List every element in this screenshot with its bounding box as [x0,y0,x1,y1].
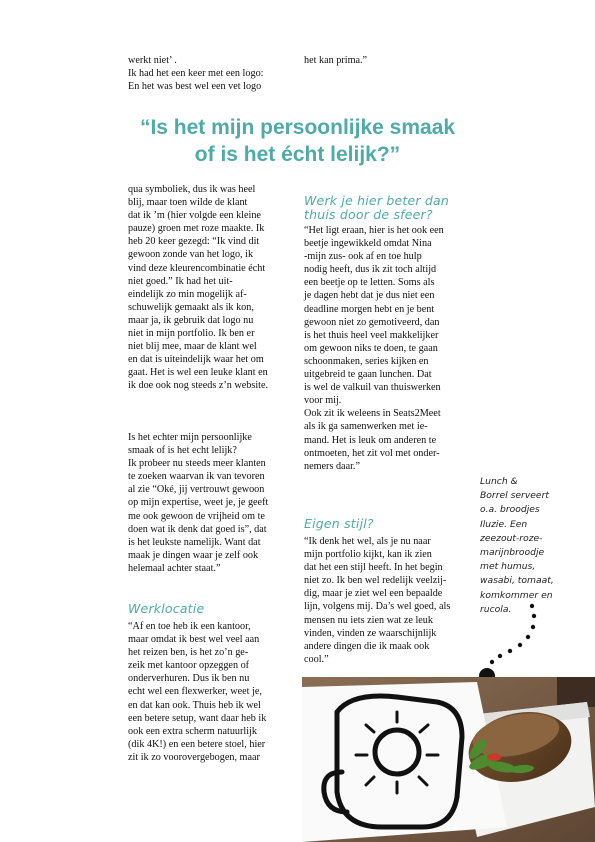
top-left-text: werkt niet’ . Ik had het een keer met een logo: En het was best wel een vet logo [128,55,264,93]
left-paragraph-1: qua symboliek, dus ik was heel blij, maar toen wilde de klant dat ik ’m (hier volgde een kleine pauze) groen met roze maakte. Ik heb 20 keer gezegd: “Ik vind dit gewoon zonde van het logo, ik vind deze kleurencombinatie écht niet goed.” Ik had het uit- eindelijk zo min mogelijk af- schuwelijk gemaakt als ik kon, maar ja, ik gebruik dat logo nu niet in mijn portfolio. Ik ben er niet blij mee, maar de klant wel en dat is uiteindelijk waar het om gaat. Het is wel een leuke klant en ik doe ook nog steeds z’n website. [128,184,269,392]
heading-eigen-stijl: Eigen stijl? [304,516,374,531]
photo-caption: Lunch & Borrel serveert o.a. broodjes Iluzie. Een zeezout-roze- marijnbroodje met humus, wasabi, tomaat, komkommer en rucola. [480,476,554,615]
left-paragraph-2: Is het echter mijn persoonlijke smaak of is het echt lelijk? Ik probeer nu steeds meer klanten te zoeken waarvan ik van tevoren al zie “Oké, jij vertrouwt gewoon op mijn expertise, weet je, je geeft me ook gewoon de vrijheid om te doen wat ik denk dat goed is”, dat is het leukste namelijk. Want dat maak je dingen waar je zelf ook helemaal achter staat.” [128,432,269,574]
sandwich-photo [302,677,595,842]
top-right-text: het kan prima.” [304,55,368,66]
pull-quote: “Is het mijn persoonlijke smaak of is het écht lelijk?” [139,116,456,166]
right-paragraph-2: “Ik denk het wel, als je nu naar mijn portfolio kijkt, kan ik zien dat het een stijl heeft. In het begin niet zo. Ik ben wel redelijk veelzij- dig, maar je ziet wel een bepaalde lijn, volgens mij. Da’s wel goed, als mensen nu iets zien wat ze leuk vinden, vinden ze waarschijnlijk andere dingen die ik maak ook cool.” [304,536,451,665]
heading-werklocatie: Werklocatie [128,601,205,616]
heading-werk-je-hier: Werk je hier beter dan thuis door de sfeer? [304,193,449,222]
left-paragraph-3: “Af en toe heb ik een kantoor, maar omdat ik best wel veel aan het reizen ben, is het zo’n ge- zeik met kantoor opzeggen of onderverhuren. Dus ik ben nu echt wel een flexwerker, weet je, en dat kan ook. Thuis heb ik wel een betere setup, want daar heb ik ook een extra scherm natuurlijk (dik 4K!) en een betere stoel, hier zit ik zo voorovergebogen, maar [128,621,267,763]
right-paragraph-1: “Het ligt eraan, hier is het ook een beetje ingewikkeld omdat Nina -mijn zus- ook af en toe hulp nodig heeft, dus ik zit toch altijd een beetje op te letten. Soms als je dagen hebt dat je dus niet een deadline morgen hebt en je bent gewoon niet zo gemotiveerd, dan is het thuis heel veel makkelijker om gewoon niks te doen, te gaan schoonmaken, series kijken en uitgebreid te gaan lunchen. Dat is wel de valkuil van thuiswerken voor mij. Ook zit ik weleens in Seats2Meet als ik ga samenwerken met ie- mand. Het is leuk om anderen te ontmoeten, het zit vol met onder- nemers daar.” [304,225,444,472]
